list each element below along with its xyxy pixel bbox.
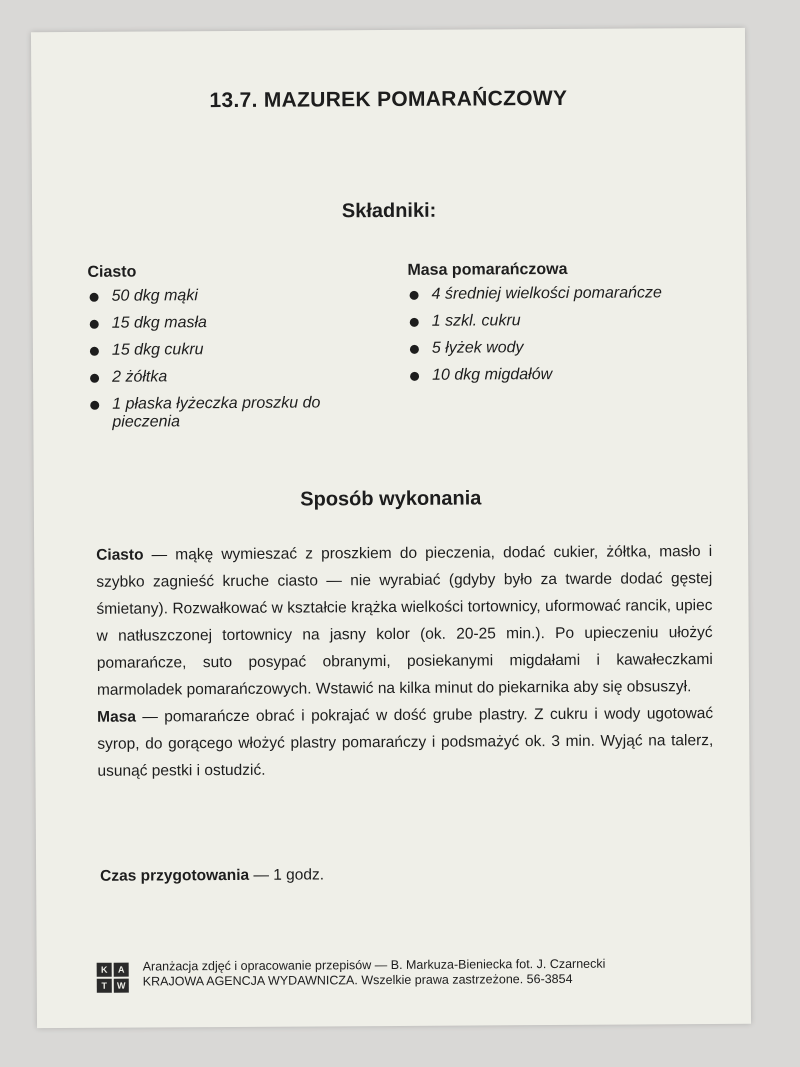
ingredient-text: 50 dkg mąki bbox=[111, 287, 198, 305]
method-ciasto-text: — mąkę wymieszać z proszkiem do pieczenia, dodać cukier, żółtka, masło i szybko zagnieść kruche ciasto — nie wyrabiać (gdyby było za twarde dodać gęstej śmietany). Rozwałkować w kształcie krążka wielkości tortownicy, uformować rancik, upiec w natłuszczonej tortownicy na jasny kolor (ok. 20-25 min.). Po upieczeniu ułożyć pomarańcze, suto posypać obranymi, posiekanymi migdałami i kawałeczkami marmoladek pomarańczowych. Wstawić na kilka minut do piekarnika aby się obsuszył. bbox=[96, 543, 713, 699]
footer-line-publisher: KRAJOWA AGENCJA WYDAWNICZA. Wszelkie prawa zastrzeżone. 56-3854 bbox=[142, 971, 573, 989]
list-item bbox=[408, 338, 738, 358]
ingredient-text: 1 płaska łyżeczka proszku do pieczenia bbox=[112, 394, 321, 431]
bullet-icon bbox=[410, 372, 419, 381]
method-ciasto-label: Ciasto bbox=[96, 546, 144, 564]
ingredient-text: 15 dkg masła bbox=[111, 314, 207, 332]
ingredient-text: 5 łyżek wody bbox=[431, 339, 524, 357]
list-item bbox=[88, 313, 388, 333]
logo-letter: K bbox=[97, 963, 112, 977]
ingredient-text: 10 dkg migdałów bbox=[432, 366, 553, 384]
bullet-icon bbox=[90, 401, 99, 410]
list-item bbox=[88, 367, 388, 387]
method-masa-text: — pomarańcze obrać i pokrajać w dość grube plastry. Z cukru i wody ugotować syrop, do gorącego włożyć plastry pomarańczy i podsmażyć ok. 3 min. Wyjąć na talerz, usunąć pestki i ostudzić. bbox=[97, 705, 714, 780]
ciasto-ingredient-list bbox=[88, 286, 389, 432]
masa-ingredients-heading: Masa pomarańczowa bbox=[407, 260, 568, 279]
bullet-icon bbox=[90, 374, 99, 383]
method-ciasto-paragraph bbox=[96, 538, 713, 704]
ciasto-ingredients-heading: Ciasto bbox=[87, 263, 137, 281]
masa-ingredients bbox=[407, 260, 738, 394]
method-heading: Sposób wykonania bbox=[300, 487, 482, 511]
bullet-icon bbox=[90, 293, 99, 302]
logo-letter: W bbox=[114, 979, 129, 993]
list-item bbox=[408, 311, 738, 331]
bullet-icon bbox=[410, 318, 419, 327]
recipe-title: 13.7. MAZUREK POMARAŃCZOWY bbox=[209, 86, 568, 113]
ingredient-text: 1 szkl. cukru bbox=[431, 312, 521, 330]
prep-time-value: — 1 godz. bbox=[249, 866, 325, 884]
logo-letter: T bbox=[97, 979, 112, 993]
list-item bbox=[88, 340, 388, 360]
logo-letter: A bbox=[114, 963, 129, 977]
list-item bbox=[408, 284, 738, 304]
ingredient-text: 15 dkg cukru bbox=[111, 341, 204, 359]
ciasto-ingredients bbox=[87, 262, 388, 441]
list-item bbox=[88, 394, 342, 432]
footer-line-credits: Aranżacja zdjęć i opracowanie przepisów — B. Markuza-Bieniecka fot. J. Czarnecki bbox=[142, 956, 606, 974]
ingredient-text: 2 żółtka bbox=[112, 368, 168, 386]
publisher-logo-icon bbox=[97, 963, 129, 993]
bullet-icon bbox=[410, 291, 419, 300]
method-text bbox=[96, 538, 713, 785]
recipe-card bbox=[31, 28, 751, 1028]
method-masa-paragraph bbox=[97, 700, 713, 785]
list-item bbox=[408, 365, 738, 385]
ingredients-heading: Składniki: bbox=[341, 199, 437, 223]
masa-ingredient-list bbox=[408, 284, 739, 385]
list-item bbox=[88, 286, 388, 306]
bullet-icon bbox=[90, 347, 99, 356]
footer-credits bbox=[143, 957, 606, 990]
method-masa-label: Masa bbox=[97, 708, 136, 726]
bullet-icon bbox=[410, 345, 419, 354]
bullet-icon bbox=[90, 320, 99, 329]
footer bbox=[97, 956, 717, 991]
prep-time-label: Czas przygotowania bbox=[100, 866, 250, 885]
ingredient-text: 4 średniej wielkości pomarańcze bbox=[431, 284, 662, 303]
prep-time bbox=[100, 866, 324, 885]
